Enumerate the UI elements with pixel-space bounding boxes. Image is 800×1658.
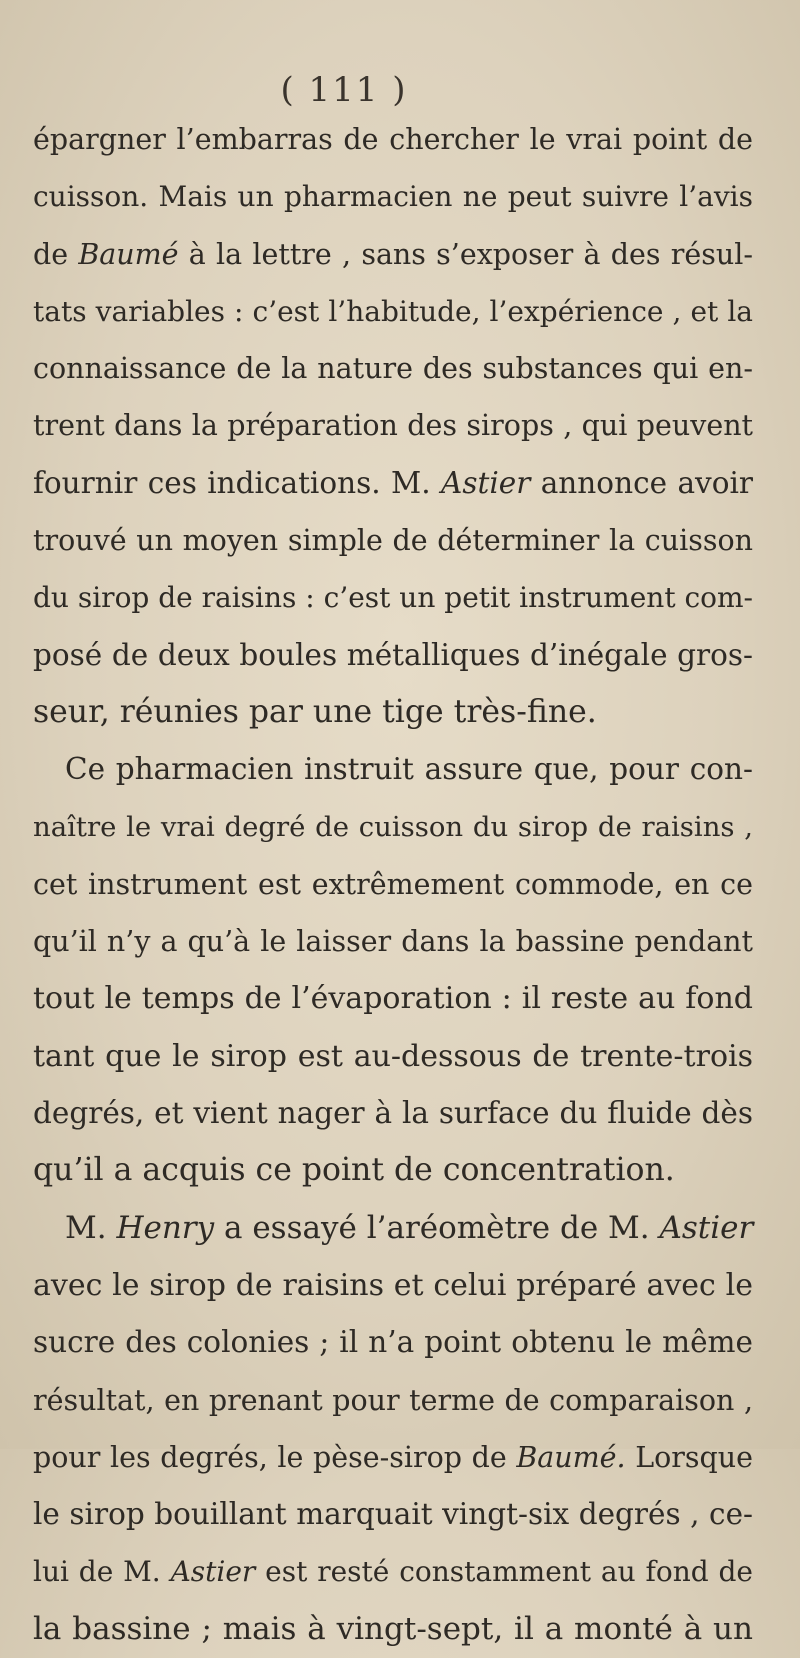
text-line: résultat, en prenant pour terme de comparaison , xyxy=(33,1383,753,1417)
paragraph-end-line: qu’il a acquis ce point de concentration. xyxy=(33,1152,675,1189)
page-number: ( 111 ) xyxy=(280,70,408,110)
text-line: de Baumé à la lettre , sans s’exposer à des résul- xyxy=(33,237,753,271)
text-line: lui de M. Astier est resté constamment au fond de xyxy=(33,1555,753,1589)
text-line: la bassine ; mais à vingt-sept, il a monté à un xyxy=(33,1610,753,1647)
text-line: naître le vrai degré de cuisson du sirop de raisins , xyxy=(33,810,753,843)
paragraph-start-line: M. Henry a essayé l’aréomètre de M. Astier xyxy=(65,1209,754,1246)
text-line: sucre des colonies ; il n’a point obtenu le même xyxy=(33,1325,753,1360)
text-line: trouvé un moyen simple de déterminer la cuisson xyxy=(33,524,753,558)
text-line: fournir ces indications. M. Astier annonce avoir xyxy=(33,465,753,500)
paragraph-start-line: Ce pharmacien instruit assure que, pour con- xyxy=(65,752,753,787)
text-line: cet instrument est extrêmement commode, en ce xyxy=(33,867,753,901)
text-line: tant que le sirop est au-dessous de trente-trois xyxy=(33,1038,753,1074)
text-line: posé de deux boules métalliques d’inégale gros- xyxy=(33,637,753,672)
text-line: épargner l’embarras de chercher le vrai point de xyxy=(33,123,753,156)
text-line: avec le sirop de raisins et celui préparé avec le xyxy=(33,1267,753,1303)
text-line: tats variables : c’est l’habitude, l’expérience , et la xyxy=(33,294,753,328)
text-line: pour les degrés, le pèse-sirop de Baumé. Lorsque xyxy=(33,1440,753,1474)
text-line: qu’il n’y a qu’à le laisser dans la bassine pendant xyxy=(33,925,753,959)
text-line: le sirop bouillant marquait vingt-six degrés , ce- xyxy=(33,1497,753,1532)
text-line: du sirop de raisins : c’est un petit instrument com- xyxy=(33,581,754,615)
paragraph-end-line: seur, réunies par une tige très-fine. xyxy=(33,693,597,730)
text-line: degrés, et vient nager à la surface du fluide dès xyxy=(33,1096,753,1131)
text-line: trent dans la préparation des sirops , qui peuvent xyxy=(33,409,753,443)
text-line: tout le temps de l’évaporation : il reste au fond xyxy=(33,981,753,1017)
text-line: connaissance de la nature des substances qui en- xyxy=(33,352,753,386)
body-text xyxy=(33,111,753,1658)
text-line: cuisson. Mais un pharmacien ne peut suivre l’avis xyxy=(33,180,753,214)
